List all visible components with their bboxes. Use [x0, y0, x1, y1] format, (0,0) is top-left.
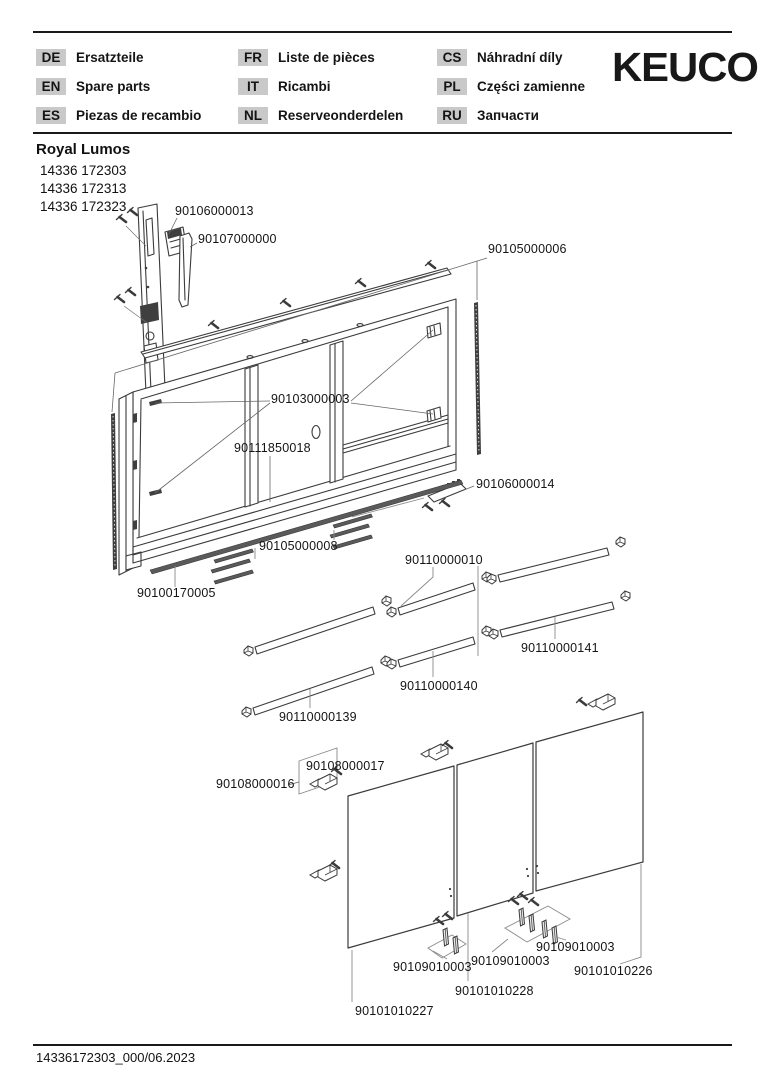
screw-icon: [117, 215, 127, 223]
part-label-90109010003-c: 90109010003: [536, 940, 615, 954]
model-number: 14336 172313: [40, 181, 127, 196]
shelf-clip-icon: [616, 537, 625, 547]
screw-icon: [426, 261, 436, 269]
screw-icon: [529, 898, 539, 906]
lang-label: Ricambi: [278, 79, 331, 94]
screw-icon: [209, 321, 219, 329]
damper-bar: [453, 936, 459, 954]
part-label-90110000010: 90110000010: [405, 553, 483, 567]
part-label-90100170005: 90100170005: [137, 586, 216, 600]
part-label-90103000003: 90103000003: [271, 392, 350, 406]
damper-bar: [519, 908, 525, 926]
lang-code-badge: CS: [437, 49, 467, 66]
lang-label: Spare parts: [76, 79, 151, 94]
part-label-90101010228: 90101010228: [455, 984, 534, 998]
lang-code-badge: IT: [238, 78, 268, 95]
part-label-90105000006: 90105000006: [488, 242, 567, 256]
product-title: Royal Lumos: [36, 141, 131, 158]
lang-code-badge: NL: [238, 107, 268, 124]
hinge-icon: [310, 774, 337, 790]
screw-icon: [423, 503, 433, 511]
led-strip-left: [111, 413, 117, 570]
part-label-90109010003-b: 90109010003: [471, 954, 550, 968]
lang-label: Náhradní díly: [477, 50, 563, 65]
screw-icon: [128, 208, 138, 216]
part-label-90110000139: 90110000139: [279, 710, 357, 724]
led-strip-right: [474, 302, 481, 455]
shelf-clip-icon: [244, 646, 253, 656]
part-label-90108000017: 90108000017: [306, 759, 385, 773]
hinge-icon: [310, 865, 337, 881]
part-label-90111850018: 90111850018: [234, 441, 311, 455]
lang-label: Piezas de recambio: [76, 108, 202, 123]
hinge-icon: [588, 694, 615, 710]
shelf-clip-icon: [387, 607, 396, 617]
door-middle: [457, 743, 533, 916]
screw-icon: [577, 698, 587, 706]
damper-bar: [542, 920, 548, 938]
lang-label: Liste de pièces: [278, 50, 375, 65]
lang-label: Części zamienne: [477, 79, 586, 94]
damper-bar: [529, 914, 535, 932]
part-label-90109010003-a: 90109010003: [393, 960, 472, 974]
screw-icon: [115, 295, 125, 303]
lang-label: Reserveonderdelen: [278, 108, 404, 123]
mirror-doors: [348, 712, 643, 948]
part-label-90105000008: 90105000008: [259, 539, 338, 553]
shelf-clip-icon: [621, 591, 630, 601]
part-label-90110000140: 90110000140: [400, 679, 478, 693]
part-label-90108000016: 90108000016: [216, 777, 295, 791]
lang-code-badge: EN: [36, 78, 66, 95]
shelf-clip-icon: [242, 707, 251, 717]
lang-label: Запчасти: [477, 108, 539, 123]
screw-icon: [356, 279, 366, 287]
lang-code-badge: FR: [238, 49, 268, 66]
keuco-logo: KEUCO: [612, 44, 758, 90]
part-label-90107000000: 90107000000: [198, 232, 277, 246]
document-id: 14336172303_000/06.2023: [36, 1050, 196, 1065]
screw-icon: [281, 299, 291, 307]
door-right: [536, 712, 643, 891]
footer-rule: [33, 1044, 732, 1046]
part-label-90101010226: 90101010226: [574, 964, 653, 978]
lang-code-badge: PL: [437, 78, 467, 95]
damper-bar: [443, 928, 449, 946]
lang-code-badge: ES: [36, 107, 66, 124]
part-label-90106000013: 90106000013: [175, 204, 254, 218]
lang-code-badge: DE: [36, 49, 66, 66]
model-number: 14336 172323: [40, 199, 127, 214]
hinge-icon: [421, 744, 448, 760]
lang-code-badge: RU: [437, 107, 467, 124]
part-label-90101010227: 90101010227: [355, 1004, 434, 1018]
shelf-clip-icon: [382, 596, 391, 606]
lang-label: Ersatzteile: [76, 50, 144, 65]
part-label-90106000014: 90106000014: [476, 477, 555, 491]
part-label-90110000141: 90110000141: [521, 641, 599, 655]
cover-strip-part: [179, 233, 197, 307]
model-number: 14336 172303: [40, 163, 127, 178]
screw-icon: [126, 288, 136, 296]
